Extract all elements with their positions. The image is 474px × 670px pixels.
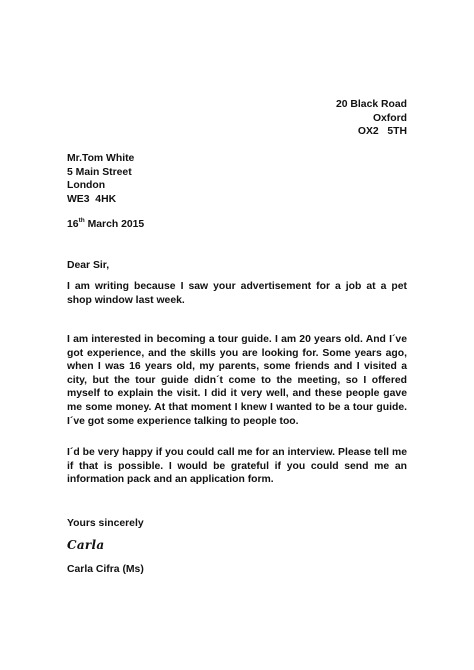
body-paragraph: I´d be very happy if you could call me for an interview. Please tell me if that is possible. I would be grateful if you could send me an information pack and an application form. (67, 447, 407, 486)
letter-date (67, 218, 144, 232)
recipient-address (67, 152, 134, 206)
date-suffix: th (78, 216, 85, 224)
date-day: 16 (67, 219, 79, 230)
sender-address (336, 98, 407, 139)
date-month-year: March 2015 (84, 219, 145, 230)
sender-address-line: OX2 5TH (357, 126, 407, 138)
closing: Yours sincerely (67, 518, 144, 529)
sender-address-line: Oxford (372, 112, 407, 124)
recipient-city: London (67, 180, 106, 192)
body-paragraph: I am interested in becoming a tour guide. I am 20 years old. And I´ve got experience, and the skills you are looking for. Some years ago, when I was 16 years old, my parents, some friends and I visited a city, but the tour guide didn´t come to the meeting, so I offered myself to explain the visit. I did it very well, and these people gave me some money. At that moment I knew I wanted to be a tour guide. I´ve got some experience talking to people too. (67, 334, 407, 427)
recipient-postcode: WE3 4HK (67, 193, 117, 205)
recipient-street: 5 Main Street (67, 166, 132, 178)
body-paragraph: I am writing because I saw your advertisement for a job at a pet shop window last week. (67, 281, 407, 306)
sender-address-line: 20 Black Road (335, 99, 407, 110)
signer-name: Carla Cifra (Ms) (67, 564, 144, 575)
recipient-name: Mr.Tom White (67, 153, 135, 164)
salutation: Dear Sir, (67, 260, 110, 271)
handwritten-signature: Carla (67, 538, 105, 552)
